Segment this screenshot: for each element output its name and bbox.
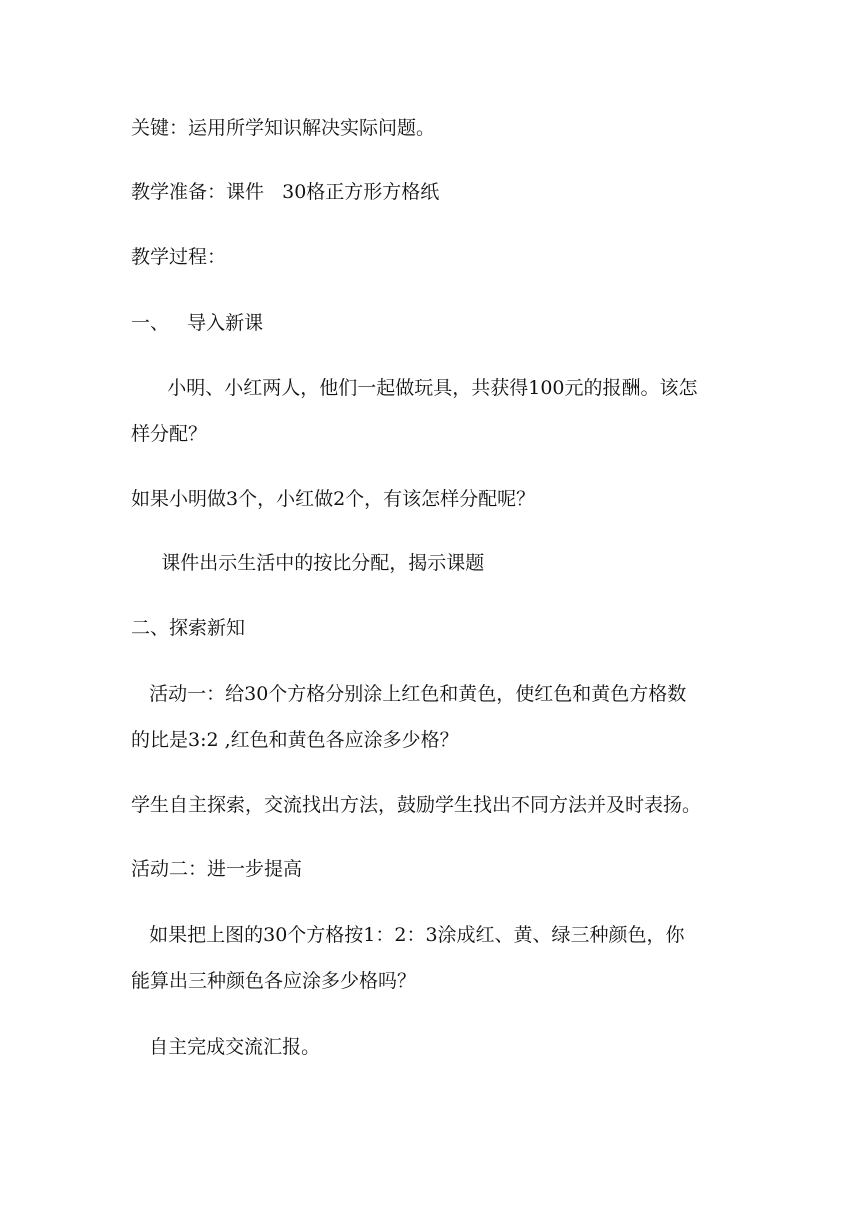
paragraph-line: 小明、小红两人，他们一起做玩具，共获得100元的报酬。该怎: [131, 377, 698, 399]
paragraph-line: 课件出示生活中的按比分配，揭示课题: [131, 552, 485, 574]
section-two-heading: 二、探索新知: [131, 617, 246, 639]
activity-one-line: 的比是3:2 ,红色和黄色各应涂多少格？: [131, 729, 459, 751]
activity-two-heading: 活动二：进一步提高: [131, 858, 303, 880]
activity-one-line: 活动一：给30个方格分别涂上红色和黄色，使红色和黄色方格数: [131, 683, 687, 705]
paragraph-line: 样分配？: [131, 423, 208, 445]
key-point-line: 关键：运用所学知识解决实际问题。: [131, 117, 436, 139]
teaching-preparation-line: 教学准备：课件 30格正方形方格纸: [131, 181, 440, 203]
paragraph-line: 自主完成交流汇报。: [131, 1036, 321, 1058]
teaching-process-heading: 教学过程：: [131, 246, 227, 268]
section-one-heading: 一、 导入新课: [131, 312, 264, 334]
activity-two-line: 能算出三种颜色各应涂多少格吗？: [131, 970, 417, 992]
paragraph-line: 如果小明做3个，小红做2个，有该怎样分配呢？: [131, 488, 536, 510]
activity-two-line: 如果把上图的30个方格按1：2：3涂成红、黄、绿三种颜色，你: [131, 924, 685, 946]
paragraph-line: 学生自主探索，交流找出方法，鼓励学生找出不同方法并及时表扬。: [131, 794, 702, 816]
